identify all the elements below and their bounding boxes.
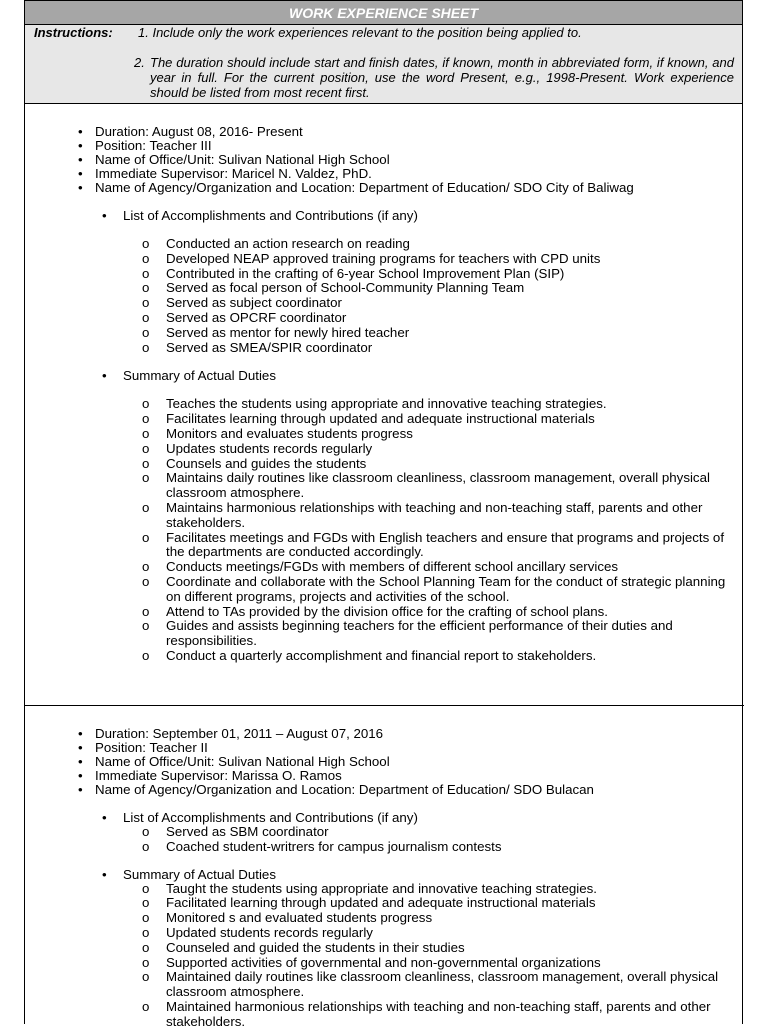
circle-bullet-icon: o [142,880,150,896]
circle-bullet-icon: o [142,324,150,340]
detail-item [25,755,744,769]
list-item-text: Taught the students using appropriate and innovative teaching strategies. [166,880,597,896]
accomplishments-label: List of Accomplishments and Contributions (if any) [123,208,418,223]
accomplishments-list [25,237,744,355]
list-item [25,1000,744,1030]
list-item [25,341,744,356]
detail-item [25,125,744,139]
circle-bullet-icon: o [142,954,150,970]
bullet-icon: • [78,782,83,797]
list-item-text: Developed NEAP approved training programs for teachers with CPD units [166,250,601,266]
list-item [25,941,744,956]
circle-bullet-icon: o [142,425,150,441]
bullet-icon: • [78,726,83,741]
accomplishments-list [25,825,744,855]
work-entry-1 [25,125,744,664]
list-item [25,397,744,412]
circle-bullet-icon: o [142,236,150,251]
detail-item [25,167,744,181]
list-item [25,237,744,252]
instruction-item-2-text: The duration should include start and finish dates, if known, month in abbreviated form, if known, and year in full. For the current position, use the word Present, e.g., 1998-Present. Work experience should be listed from most recent first. [150,55,734,100]
instruction-item-2-number: 2. [134,55,145,70]
circle-bullet-icon: o [142,998,150,1014]
duties-heading [25,868,744,882]
list-item-text: Served as SBM coordinator [166,824,329,839]
circle-bullet-icon: o [142,455,150,471]
circle-bullet-icon: o [142,603,150,619]
circle-bullet-icon: o [142,529,150,545]
list-item [25,970,744,1000]
circle-bullet-icon: o [142,559,150,575]
detail-item [25,769,744,783]
detail-text: Immediate Supervisor: Maricel N. Valdez, PhD. [95,166,372,181]
circle-bullet-icon: o [142,618,150,634]
circle-bullet-icon: o [142,295,150,311]
circle-bullet-icon: o [142,838,150,854]
list-item [25,605,744,620]
list-item-text: Served as SMEA/SPIR coordinator [166,339,373,355]
detail-text: Duration: August 08, 2016- Present [95,124,303,139]
accomplishments-label: List of Accomplishments and Contributions (if any) [123,810,418,825]
circle-bullet-icon: o [142,280,150,296]
bullet-icon: • [78,124,83,139]
list-item [25,457,744,472]
list-item-text: Monitored s and evaluated students progress [166,910,433,926]
bullet-icon: • [78,740,83,755]
duties-label: Summary of Actual Duties [123,368,276,384]
bullet-icon: • [78,152,83,167]
detail-text: Immediate Supervisor: Marissa O. Ramos [95,768,342,783]
list-item [25,281,744,296]
detail-text: Name of Agency/Organization and Location: Department of Education/ SDO City of Baliwag [95,180,634,195]
bullet-icon: • [78,138,83,153]
list-item-text: Updated students records regularly [166,924,373,940]
detail-text: Name of Agency/Organization and Location: Department of Education/ SDO Bulacan [95,782,594,797]
list-item [25,956,744,971]
list-item-text: Coordinate and collaborate with the School Planning Team for the conduct of strategic planning on different programs, projects and activities of the school. [166,573,726,604]
list-item [25,575,744,605]
instruction-item-1: 1. Include only the work experiences relevant to the position being applied to. [138,25,582,40]
list-item-text: Conducted an action research on reading [166,236,410,251]
circle-bullet-icon: o [142,396,150,412]
detail-item [25,181,744,195]
duties-label: Summary of Actual Duties [123,866,276,882]
circle-bullet-icon: o [142,499,150,515]
list-item [25,560,744,575]
list-item [25,412,744,427]
instruction-item-2 [134,55,734,100]
bullet-icon: • [102,208,107,223]
sheet-title: WORK EXPERIENCE SHEET [25,0,742,25]
list-item [25,471,744,501]
circle-bullet-icon: o [142,910,150,926]
list-item [25,296,744,311]
list-item-text: Guides and assists beginning teachers for the efficient performance of their duties and responsibilities. [166,618,673,649]
list-item-text: Facilitates meetings and FGDs with English teachers and ensure that programs and projects of the departments are conducted accordingly. [166,529,725,560]
list-item-text: Facilitates learning through updated and adequate instructional materials [166,411,595,427]
circle-bullet-icon: o [142,924,150,940]
list-item-text: Served as subject coordinator [166,295,342,311]
list-item-text: Updates students records regularly [166,440,373,456]
entry-details [25,727,744,797]
work-experience-sheet [24,0,743,1029]
entry-details [25,125,744,195]
list-item [25,326,744,341]
duties-list [25,882,744,1030]
list-item-text: Served as mentor for newly hired teacher [166,324,410,340]
list-item-text: Conducts meetings/FGDs with members of different school ancillary services [166,559,619,575]
detail-text: Name of Office/Unit: Sulivan National High School [95,754,390,769]
list-item [25,911,744,926]
list-item-text: Monitors and evaluates students progress [166,425,413,441]
list-item [25,619,744,649]
work-entry-2 [25,727,744,1030]
circle-bullet-icon: o [142,440,150,456]
list-item [25,427,744,442]
list-item [25,896,744,911]
detail-text: Name of Office/Unit: Sulivan National High School [95,152,390,167]
detail-text: Duration: September 01, 2011 – August 07, 2016 [95,726,384,741]
circle-bullet-icon: o [142,895,150,911]
list-item-text: Facilitated learning through updated and adequate instructional materials [166,895,596,911]
list-item [25,882,744,897]
list-item-text: Maintains daily routines like classroom cleanliness, classroom management, overall physical classroom atmosphere. [166,470,710,501]
circle-bullet-icon: o [142,339,150,355]
instructions-label: Instructions: [34,25,113,40]
circle-bullet-icon: o [142,824,150,839]
list-item-text: Contributed in the crafting of 6-year School Improvement Plan (SIP) [166,265,565,281]
detail-text: Position: Teacher II [95,740,208,755]
list-item-text: Counseled and guided the students in their studies [166,939,465,955]
list-item-text: Maintained daily routines like classroom cleanliness, classroom management, overall physical classroom atmosphere. [166,969,719,1000]
instructions-box [25,25,742,104]
list-item-text: Coached student-writrers for campus journalism contests [166,838,502,854]
list-item [25,252,744,267]
bullet-icon: • [78,166,83,181]
list-item-text: Conduct a quarterly accomplishment and financial report to stakeholders. [166,647,597,663]
list-item [25,442,744,457]
list-item-text: Supported activities of governmental and non-governmental organizations [166,954,601,970]
list-item [25,311,744,326]
bullet-icon: • [78,754,83,769]
circle-bullet-icon: o [142,647,150,663]
detail-item [25,153,744,167]
list-item-text: Attend to TAs provided by the division office for the crafting of school plans. [166,603,609,619]
entry-divider [25,705,744,706]
detail-item [25,139,744,153]
circle-bullet-icon: o [142,939,150,955]
circle-bullet-icon: o [142,411,150,427]
list-item-text: Counsels and guides the students [166,455,367,471]
duties-heading [25,369,744,383]
list-item [25,267,744,282]
circle-bullet-icon: o [142,265,150,281]
detail-item [25,741,744,755]
bullet-icon: • [102,866,107,882]
list-item [25,501,744,531]
bullet-icon: • [78,768,83,783]
detail-item [25,783,744,797]
accomplishments-heading [25,811,744,825]
detail-text: Position: Teacher III [95,138,212,153]
list-item [25,825,744,840]
list-item [25,531,744,561]
list-item [25,926,744,941]
accomplishments-heading [25,209,744,223]
list-item [25,840,744,855]
list-item-text: Served as focal person of School-Community Planning Team [166,280,525,296]
list-item-text: Maintained harmonious relationships with teaching and non-teaching staff, parents and other stakeholders. [166,998,711,1029]
circle-bullet-icon: o [142,573,150,589]
list-item-text: Teaches the students using appropriate and innovative teaching strategies. [166,396,607,412]
circle-bullet-icon: o [142,250,150,266]
list-item-text: Maintains harmonious relationships with teaching and non-teaching staff, parents and other stakeholders. [166,499,703,530]
circle-bullet-icon: o [142,470,150,486]
duties-list [25,397,744,663]
bullet-icon: • [78,180,83,195]
bullet-icon: • [102,810,107,825]
circle-bullet-icon: o [142,969,150,985]
detail-item [25,727,744,741]
bullet-icon: • [102,368,107,384]
list-item-text: Served as OPCRF coordinator [166,309,347,325]
circle-bullet-icon: o [142,309,150,325]
list-item [25,649,744,664]
